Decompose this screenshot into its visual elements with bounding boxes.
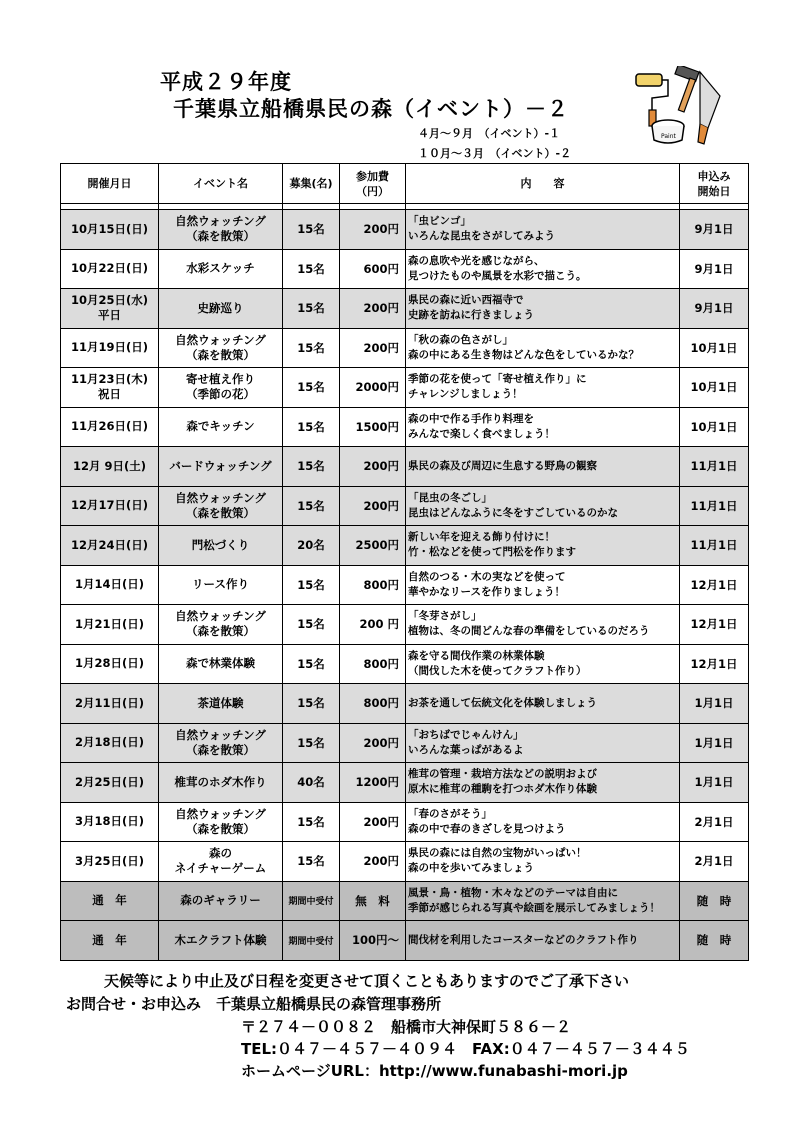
capacity-cell: 15名 (283, 644, 340, 684)
page-title: 千葉県立船橋県民の森（イベント）－２ (173, 97, 569, 121)
event-name-cell: リース作り (159, 565, 283, 605)
table-row (61, 684, 749, 724)
application-start-cell: 1月1日 (680, 723, 749, 763)
event-name-cell: 自然ウォッチング （森を散策） (159, 486, 283, 526)
event-date-cell: 11月26日(日) (61, 407, 159, 447)
description-cell: 「秋の森の色さがし」 森の中にある生き物はどんな色をしているかな？ (406, 328, 680, 368)
fee-cell: 200円 (340, 842, 406, 882)
table-header-row (61, 164, 749, 204)
description-cell: 「おちばでじゃんけん」 いろんな葉っぱがあるよ (406, 723, 680, 763)
event-name-cell: バードウォッチング (159, 447, 283, 487)
fee-cell: 800円 (340, 565, 406, 605)
description-cell: 新しい年を迎える飾り付けに！ 竹・松などを使って門松を作ります (406, 526, 680, 566)
capacity-cell: 期間中受付 (283, 881, 340, 921)
capacity-cell: 15名 (283, 684, 340, 724)
application-start-cell: 1月1日 (680, 684, 749, 724)
event-date-cell: 10月22日(日) (61, 249, 159, 289)
inquiry-office: お問合せ・お申込み 千葉県立船橋県民の森管理事務所 (66, 995, 442, 1013)
description-cell: 県民の森には自然の宝物がいっぱい！ 森の中を歩いてみましょう (406, 842, 680, 882)
event-name-cell: 森で林業体験 (159, 644, 283, 684)
column-header: 申込み 開始日 (680, 164, 749, 204)
table-row (61, 526, 749, 566)
event-date-cell: 2月18日(日) (61, 723, 159, 763)
event-date-cell: 3月18日(日) (61, 802, 159, 842)
application-start-cell: 9月1日 (680, 210, 749, 250)
saw-icon (698, 72, 720, 144)
application-start-cell: 9月1日 (680, 289, 749, 329)
column-header: 開催月日 (61, 164, 159, 204)
description-cell: 自然のつる・木の実などを使って 華やかなリースを作りましょう！ (406, 565, 680, 605)
application-start-cell: 9月1日 (680, 249, 749, 289)
event-name-cell: 椎茸のホダ木作り (159, 763, 283, 803)
fee-cell: 2000円 (340, 368, 406, 408)
event-date-cell: 12月17日(日) (61, 486, 159, 526)
description-cell: 県民の森及び周辺に生息する野鳥の観察 (406, 447, 680, 487)
homepage-url[interactable]: ホームページURL：http://www.funabashi-mori.jp (241, 1062, 628, 1080)
application-start-cell: 随 時 (680, 881, 749, 921)
capacity-cell: 20名 (283, 526, 340, 566)
description-cell: 「春のさがそう」 森の中で春のきざしを見つけよう (406, 802, 680, 842)
fee-cell: 200円 (340, 447, 406, 487)
description-cell: 季節の花を使って「寄せ植え作り」に チャレンジしましょう！ (406, 368, 680, 408)
table-row (61, 565, 749, 605)
description-cell: 「昆虫の冬ごし」 昆虫はどんなふうに冬をすごしているのかな (406, 486, 680, 526)
description-cell: 「虫ビンゴ」 いろんな昆虫をさがしてみよう (406, 210, 680, 250)
table-row (61, 842, 749, 882)
fee-cell: 800円 (340, 684, 406, 724)
fee-cell: 200円 (340, 210, 406, 250)
description-cell: お茶を通して伝統文化を体験しましょう (406, 684, 680, 724)
table-row (61, 763, 749, 803)
fee-cell: 200円 (340, 723, 406, 763)
application-start-cell: 10月1日 (680, 407, 749, 447)
fee-cell: 600円 (340, 249, 406, 289)
capacity-cell: 15名 (283, 210, 340, 250)
fee-cell: 100円～ (340, 921, 406, 961)
event-date-cell: 通 年 (61, 881, 159, 921)
application-start-cell: 12月1日 (680, 565, 749, 605)
event-table (60, 163, 749, 961)
paint-can-icon (652, 120, 684, 143)
table-row (61, 486, 749, 526)
event-name-cell: 茶道体験 (159, 684, 283, 724)
event-date-cell: 1月14日(日) (61, 565, 159, 605)
svg-text:Paint: Paint (661, 133, 676, 140)
application-start-cell: 1月1日 (680, 763, 749, 803)
event-name-cell: 木エクラフト体験 (159, 921, 283, 961)
table-row (61, 644, 749, 684)
event-name-cell: 門松づくり (159, 526, 283, 566)
event-date-cell: 11月23日(木) 祝日 (61, 368, 159, 408)
description-cell: 森の息吹や光を感じながら、 見つけたものや風景を水彩で描こう。 (406, 249, 680, 289)
table-row (61, 605, 749, 645)
capacity-cell: 15名 (283, 565, 340, 605)
description-cell: 風景・鳥・植物・木々などのテーマは自由に 季節が感じられる写真や絵画を展示してみましょう！ (406, 881, 680, 921)
column-header: イベント名 (159, 164, 283, 204)
event-date-cell: 2月11日(日) (61, 684, 159, 724)
table-row (61, 328, 749, 368)
event-date-cell: 3月25日(日) (61, 842, 159, 882)
table-row (61, 881, 749, 921)
fee-cell: 200円 (340, 486, 406, 526)
table-row (61, 921, 749, 961)
fee-cell: 1500円 (340, 407, 406, 447)
application-start-cell: 11月1日 (680, 526, 749, 566)
event-date-cell: 1月21日(日) (61, 605, 159, 645)
description-cell: 森を守る間伐作業の林業体験 （間伐した木を使ってクラフト作り） (406, 644, 680, 684)
fee-cell: 200円 (340, 802, 406, 842)
event-name-cell: 自然ウォッチング （森を散策） (159, 605, 283, 645)
period-note-1: ４月～９月 （イベント）-１ (418, 127, 561, 140)
office-address: 〒２７４－００８２ 船橋市大神保町５８６－２ (241, 1018, 572, 1036)
fee-cell: 1200円 (340, 763, 406, 803)
table-row (61, 289, 749, 329)
description-cell: 間伐材を利用したコースターなどのクラフト作り (406, 921, 680, 961)
event-name-cell: 自然ウォッチング （森を散策） (159, 802, 283, 842)
event-name-cell: 自然ウォッチング （森を散策） (159, 328, 283, 368)
event-name-cell: 水彩スケッチ (159, 249, 283, 289)
column-header: 募集(名) (283, 164, 340, 204)
table-row (61, 368, 749, 408)
cancellation-notice: 天候等により中止及び日程を変更させて頂くこともありますのでご了承下さい (104, 972, 630, 990)
application-start-cell: 11月1日 (680, 486, 749, 526)
capacity-cell: 期間中受付 (283, 921, 340, 961)
column-header: 内 容 (406, 164, 680, 204)
fee-cell: 200円 (340, 289, 406, 329)
event-name-cell: 寄せ植え作り （季節の花） (159, 368, 283, 408)
fee-cell: 200円 (340, 328, 406, 368)
event-date-cell: 1月28日(日) (61, 644, 159, 684)
event-date-cell: 10月15日(日) (61, 210, 159, 250)
capacity-cell: 40名 (283, 763, 340, 803)
period-note-2: １０月～３月 （イベント）-２ (418, 147, 572, 160)
event-date-cell: 12月24日(日) (61, 526, 159, 566)
event-date-cell: 12月 9日(土) (61, 447, 159, 487)
capacity-cell: 15名 (283, 368, 340, 408)
event-date-cell: 通 年 (61, 921, 159, 961)
capacity-cell: 15名 (283, 289, 340, 329)
event-name-cell: 森のギャラリー (159, 881, 283, 921)
table-row (61, 210, 749, 250)
capacity-cell: 15名 (283, 605, 340, 645)
event-name-cell: 森でキッチン (159, 407, 283, 447)
description-cell: 森の中で作る手作り料理を みんなで楽しく食べましょう！ (406, 407, 680, 447)
description-cell: 県民の森に近い西福寺で 史跡を訪ねに行きましょう (406, 289, 680, 329)
paint-roller-icon (636, 74, 668, 126)
capacity-cell: 15名 (283, 723, 340, 763)
capacity-cell: 15名 (283, 486, 340, 526)
application-start-cell: 10月1日 (680, 368, 749, 408)
capacity-cell: 15名 (283, 407, 340, 447)
application-start-cell: 10月1日 (680, 328, 749, 368)
capacity-cell: 15名 (283, 328, 340, 368)
application-start-cell: 12月1日 (680, 605, 749, 645)
event-name-cell: 史跡巡り (159, 289, 283, 329)
event-date-cell: 10月25日(水) 平日 (61, 289, 159, 329)
table-row (61, 802, 749, 842)
column-header: 参加費 （円） (340, 164, 406, 204)
fee-cell: 200 円 (340, 605, 406, 645)
table-row (61, 447, 749, 487)
table-row (61, 723, 749, 763)
table-row (61, 407, 749, 447)
application-start-cell: 12月1日 (680, 644, 749, 684)
fee-cell: 800円 (340, 644, 406, 684)
event-date-cell: 11月19日(日) (61, 328, 159, 368)
fee-cell: 2500円 (340, 526, 406, 566)
year-title: 平成２９年度 (160, 70, 292, 94)
capacity-cell: 15名 (283, 249, 340, 289)
application-start-cell: 2月1日 (680, 802, 749, 842)
application-start-cell: 2月1日 (680, 842, 749, 882)
capacity-cell: 15名 (283, 802, 340, 842)
application-start-cell: 11月1日 (680, 447, 749, 487)
event-name-cell: 自然ウォッチング （森を散策） (159, 723, 283, 763)
office-phone-fax: TEL:０４７－４５７－４０９４ FAX:０４７－４５７－３４４５ (241, 1040, 690, 1058)
event-name-cell: 森の ネイチャーゲーム (159, 842, 283, 882)
fee-cell: 無 料 (340, 881, 406, 921)
event-name-cell: 自然ウォッチング （森を散策） (159, 210, 283, 250)
capacity-cell: 15名 (283, 447, 340, 487)
diy-tools-icon (628, 66, 728, 148)
event-date-cell: 2月25日(日) (61, 763, 159, 803)
application-start-cell: 随 時 (680, 921, 749, 961)
description-cell: 「冬芽さがし」 植物は、冬の間どんな春の準備をしているのだろう (406, 605, 680, 645)
table-row (61, 249, 749, 289)
description-cell: 椎茸の管理・栽培方法などの説明および 原木に椎茸の種駒を打つホダ木作り体験 (406, 763, 680, 803)
hammer-icon (675, 66, 699, 112)
capacity-cell: 15名 (283, 842, 340, 882)
